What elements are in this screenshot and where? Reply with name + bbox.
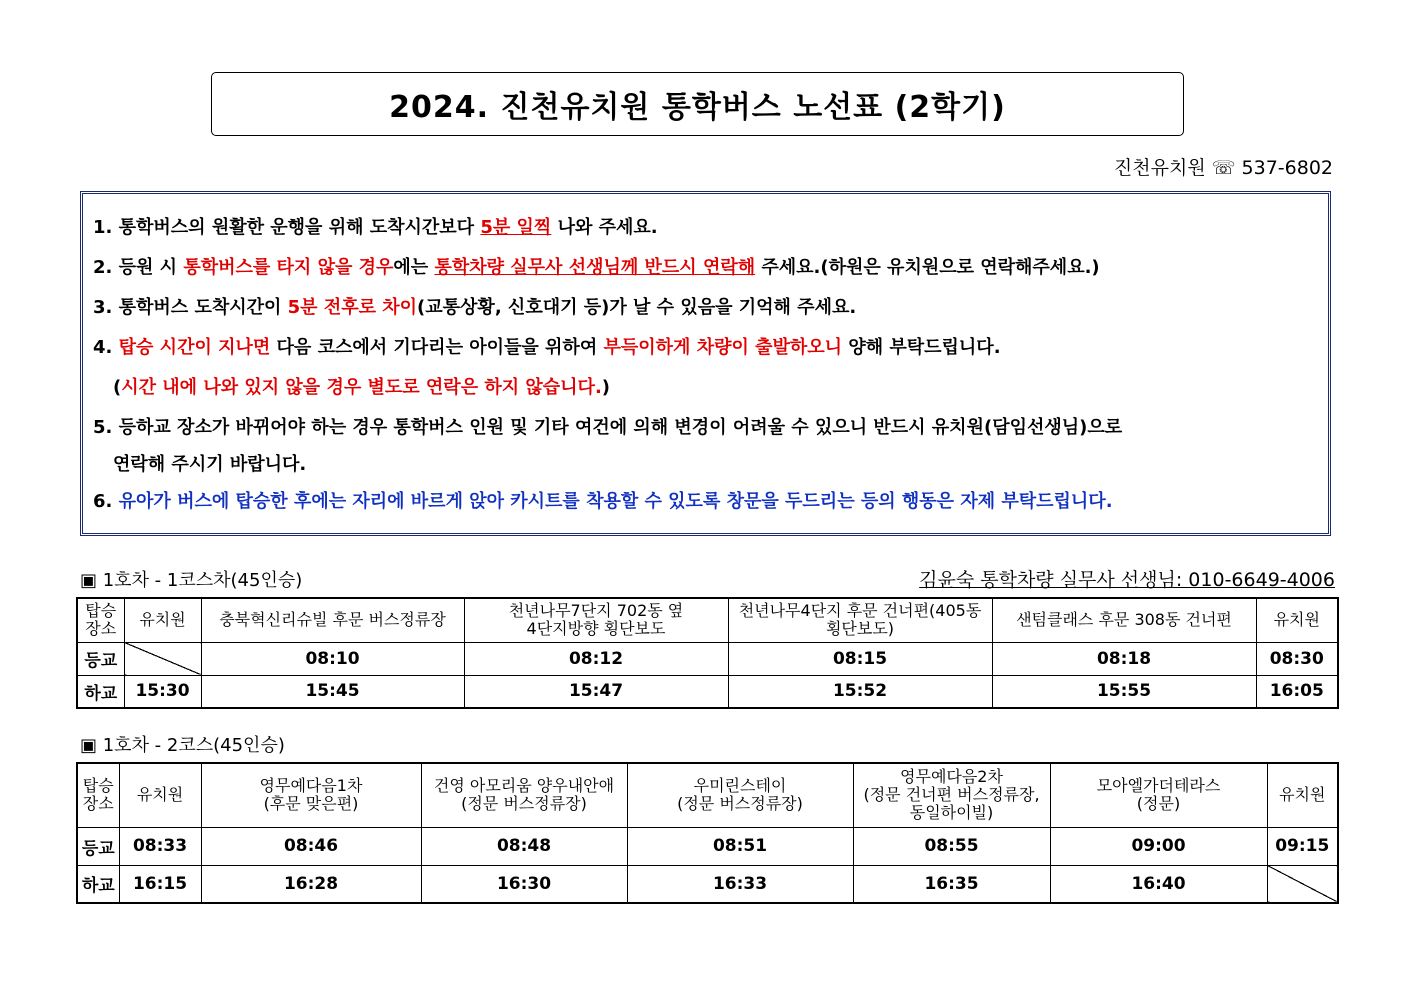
- time-cell: 15:47: [464, 675, 728, 708]
- notice-text: 4.: [93, 337, 119, 358]
- notice-text: 주세요.(하원은 유치원으로 연락해주세요.): [755, 257, 1100, 278]
- stop-header: 유치원: [1256, 598, 1338, 642]
- notice-line: [93, 408, 1328, 448]
- time-cell: 08:18: [992, 642, 1256, 675]
- time-cell: 08:33: [119, 827, 201, 865]
- stop-header: 모아엘가더테라스 (정문): [1050, 763, 1267, 827]
- course1-table: [76, 597, 1339, 709]
- stop-header: 천년나무7단지 702동 옆 4단지방향 횡단보도: [464, 598, 728, 642]
- stop-header: 영무예다음1차 (후문 맞은편): [201, 763, 421, 827]
- time-cell: 08:15: [728, 642, 992, 675]
- time-cell: 16:35: [853, 865, 1050, 903]
- notice-text: (: [113, 377, 122, 398]
- time-cell: 09:00: [1050, 827, 1267, 865]
- notice-text: 5분 전후로 차이: [287, 297, 418, 318]
- notice-text: 5분 일찍: [480, 217, 552, 238]
- notice-text: 3. 통학버스 도착시간이: [93, 297, 288, 318]
- time-cell: 15:45: [201, 675, 464, 708]
- notice-text: ): [601, 377, 611, 398]
- stop-header: 영무예다음2차 (정문 건너편 버스정류장, 동일하이빌): [853, 763, 1050, 827]
- stop-header: 유치원: [1267, 763, 1338, 827]
- time-cell: 15:30: [124, 675, 201, 708]
- empty-cell: [1267, 865, 1338, 903]
- notice-text: 통학버스를 타지 않을 경우: [183, 257, 394, 278]
- notice-box: [80, 191, 1331, 536]
- notice-text: 시간 내에 나와 있지 않을 경우 별도로 연락은 하지 않습니다.: [121, 377, 602, 398]
- course1-heading: ▣ 1호차 - 1코스차(45인승): [80, 570, 303, 591]
- stop-header: 충북혁신리슈빌 후문 버스정류장: [201, 598, 464, 642]
- title-box: [211, 72, 1184, 136]
- notice-line: [93, 328, 1328, 368]
- notice-line: [93, 248, 1328, 288]
- notice-line: [93, 368, 1328, 408]
- notice-text: 양해 부탁드립니다.: [842, 337, 1001, 358]
- time-cell: 15:55: [992, 675, 1256, 708]
- table-header-row: [77, 763, 1338, 827]
- notice-text: 6.: [93, 491, 119, 512]
- time-cell: 08:55: [853, 827, 1050, 865]
- empty-cell: [124, 642, 201, 675]
- notice-text: 나와 주세요.: [551, 217, 658, 238]
- notice-text: 에는: [393, 257, 435, 278]
- table-row: [77, 865, 1338, 903]
- time-cell: 16:30: [421, 865, 627, 903]
- stop-header: 우미린스테이 (정문 버스정류장): [627, 763, 853, 827]
- time-cell: 16:28: [201, 865, 421, 903]
- corner-label: 탑승 장소: [77, 598, 124, 642]
- time-cell: 16:40: [1050, 865, 1267, 903]
- time-cell: 08:48: [421, 827, 627, 865]
- notice-text: 탑승 시간이 지나면: [118, 337, 271, 358]
- notice-line: [93, 448, 1328, 482]
- notice-text: 통학차량 실무사 선생님께 반드시 연락해: [434, 257, 756, 278]
- notice-line: [93, 288, 1328, 328]
- table-row: [77, 827, 1338, 865]
- notice-text: 유아가 버스에 탑승한 후에는 자리에 바르게 앉아 카시트를 착용할 수 있도록 창문을 두드리는 등의 행동은 자제 부탁드립니다.: [118, 491, 1113, 512]
- time-cell: 15:52: [728, 675, 992, 708]
- table-row: [77, 642, 1338, 675]
- stop-header: 천년나무4단지 후문 건너편(405동 횡단보도): [728, 598, 992, 642]
- time-cell: 08:10: [201, 642, 464, 675]
- time-cell: 16:05: [1256, 675, 1338, 708]
- notice-line: [93, 482, 1328, 522]
- contact-phone: 진천유치원 ☏ 537-6802: [1113, 157, 1333, 179]
- stop-header: 샌텀클래스 후문 308동 건너편: [992, 598, 1256, 642]
- notice-text: 다음 코스에서 기다리는 아이들을 위하여: [270, 337, 604, 358]
- table-header-row: [77, 598, 1338, 642]
- corner-label: 탑승 장소: [77, 763, 119, 827]
- notice-text: (교통상황, 신호대기 등)가 날 수 있음을 기억해 주세요.: [417, 297, 857, 318]
- stop-header: 유치원: [119, 763, 201, 827]
- row-label: 하교: [77, 675, 124, 708]
- notice-text: 부득이하게 차량이 출발하오니: [603, 337, 843, 358]
- course2-heading: ▣ 1호차 - 2코스(45인승): [80, 735, 285, 756]
- time-cell: 08:51: [627, 827, 853, 865]
- notice-text: 2. 등원 시: [93, 257, 184, 278]
- notice-text: 연락해 주시기 바랍니다.: [113, 454, 307, 475]
- table-row: [77, 675, 1338, 708]
- stop-header: 유치원: [124, 598, 201, 642]
- notice-line: [93, 208, 1328, 248]
- row-label: 하교: [77, 865, 119, 903]
- notice-text: 1. 통학버스의 원활한 운행을 위해 도착시간보다: [93, 217, 481, 238]
- time-cell: 08:12: [464, 642, 728, 675]
- row-label: 등교: [77, 827, 119, 865]
- row-label: 등교: [77, 642, 124, 675]
- time-cell: 09:15: [1267, 827, 1338, 865]
- course2-table: [76, 762, 1339, 904]
- time-cell: 16:33: [627, 865, 853, 903]
- page-title: 2024. 진천유치원 통학버스 노선표 (2학기): [389, 90, 1006, 125]
- time-cell: 08:30: [1256, 642, 1338, 675]
- time-cell: 16:15: [119, 865, 201, 903]
- notice-text: 5. 등하교 장소가 바뀌어야 하는 경우 통학버스 인원 및 기타 여건에 의해 변경이 어려울 수 있으니 반드시 유치원(담임선생님)으로: [93, 417, 1123, 438]
- time-cell: 08:46: [201, 827, 421, 865]
- stop-header: 건영 아모리움 양우내안애 (정문 버스정류장): [421, 763, 627, 827]
- driver-contact: 김윤숙 통학차량 실무사 선생님: 010-6649-4006: [919, 569, 1335, 591]
